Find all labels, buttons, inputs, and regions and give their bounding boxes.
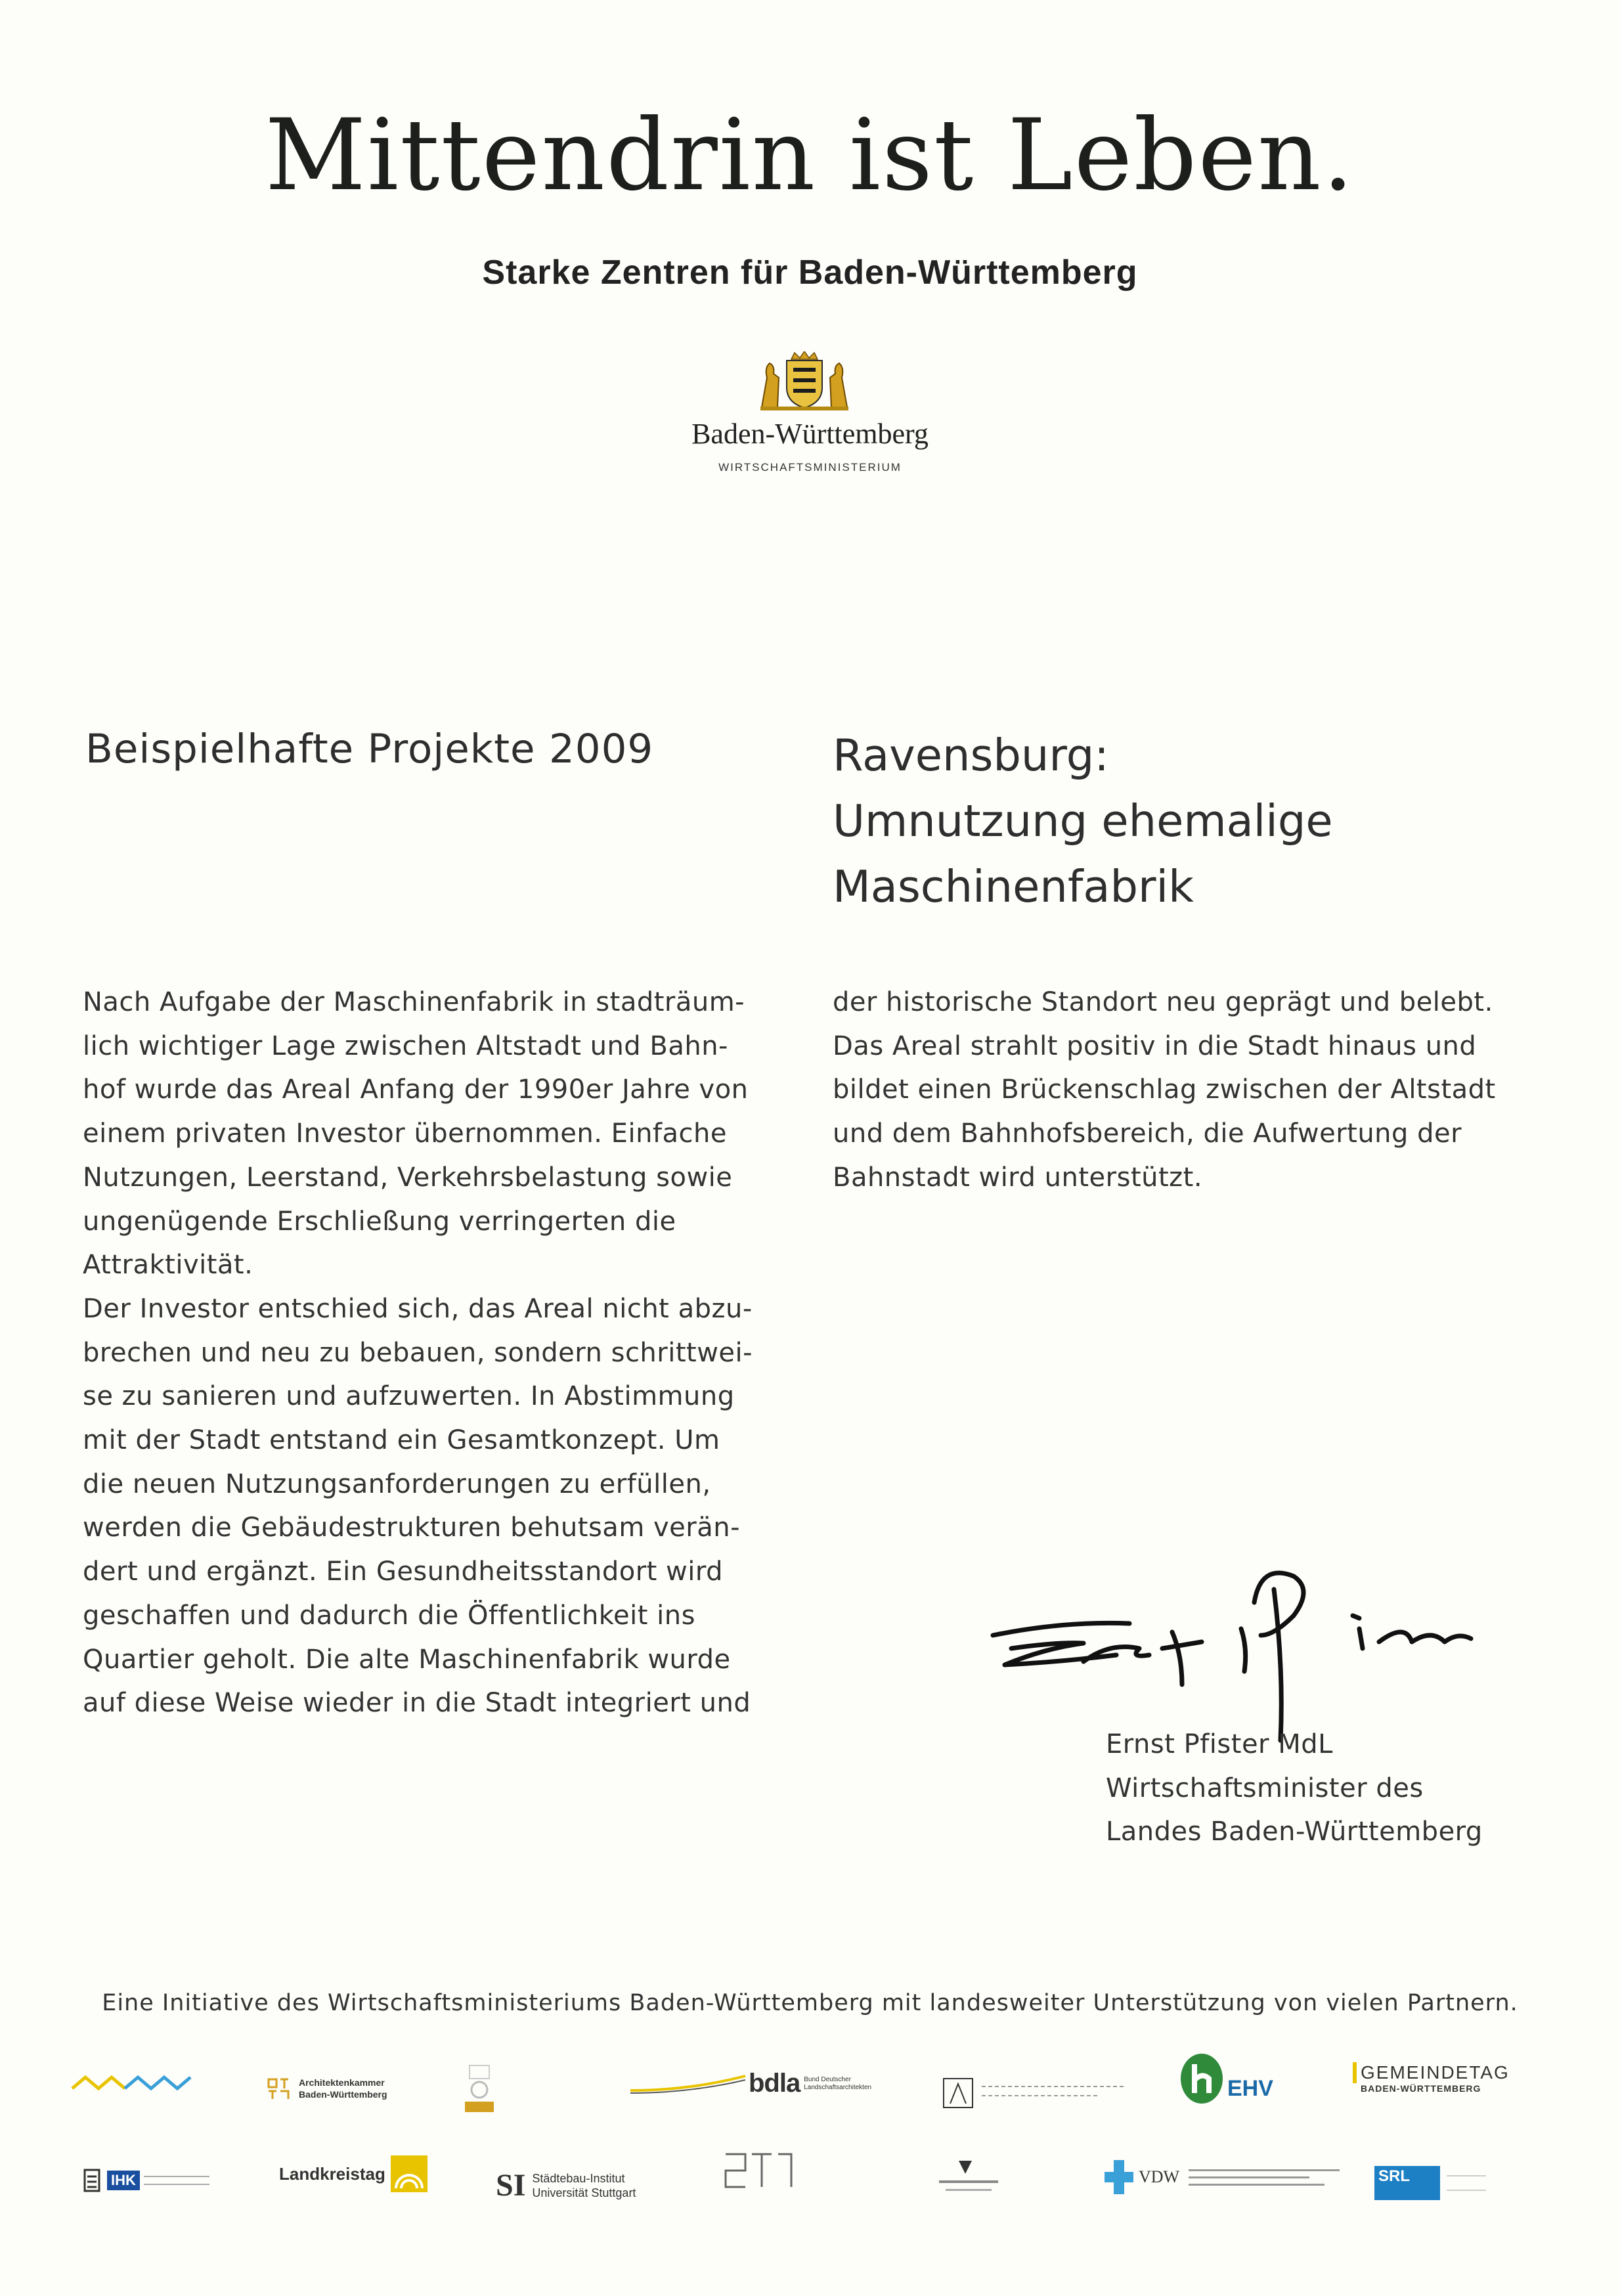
body-text-line: auf diese Weise wieder in die Stadt integriert und	[83, 1688, 751, 1719]
partner-name: SRL	[1374, 2166, 1440, 2200]
partner-subtitle: Bund Deutscher	[804, 2075, 851, 2083]
project-title-line: Maschinenfabrik	[833, 861, 1194, 912]
partner-name: Architektenkammer	[299, 2077, 385, 2088]
body-text-line: Attraktivität.	[83, 1250, 253, 1281]
signer-role: Wirtschaftsminister des	[1106, 1773, 1424, 1803]
project-title	[833, 722, 1489, 919]
project-title-line: Ravensburg:	[833, 730, 1109, 781]
architektenkammer-logo	[266, 2075, 387, 2102]
body-text-line: einem privaten Investor übernommen. Einfache	[83, 1118, 727, 1149]
vdw-logo	[1103, 2157, 1340, 2197]
partner-name: GEMEINDETAG	[1353, 2062, 1510, 2083]
partner-name: SI	[496, 2168, 526, 2203]
project-title-line: Umnutzung ehemalige	[833, 795, 1333, 847]
signer-block	[1106, 1723, 1483, 1854]
architektenkammer-icon	[266, 2075, 292, 2102]
body-text-line: hof wurde das Areal Anfang der 1990er Jahre von	[83, 1074, 749, 1105]
body-text-line: brechen und neu zu bebauen, sondern schrittwei-	[83, 1337, 753, 1368]
ministry-label: WIRTSCHAFTSMINISTERIUM	[718, 461, 902, 474]
partner-name: Landkreistag	[279, 2163, 385, 2184]
partner-name: EHV	[1227, 2075, 1273, 2101]
srl-logo	[1374, 2166, 1486, 2200]
staedtebau-institut-logo	[496, 2167, 636, 2203]
state-name: Baden-Württemberg	[691, 418, 929, 450]
body-text-line: ungenügende Erschließung verringerten die	[83, 1206, 676, 1237]
body-text-line: bildet einen Brückenschlag zwischen der Altstadt	[833, 1074, 1496, 1105]
ihk-logo	[82, 2167, 209, 2194]
body-text-line: dert und ergänzt. Ein Gesundheitsstandort wird	[83, 1556, 724, 1587]
srb-logo-icon	[722, 2151, 795, 2190]
body-text-line: lich wichtiger Lage zwischen Altstadt und Bahn-	[83, 1030, 728, 1061]
body-text-line: Nach Aufgabe der Maschinenfabrik in stadträum-	[83, 987, 745, 1017]
bwht-logo-icon	[460, 2062, 499, 2115]
ehv-h-icon	[1179, 2052, 1225, 2105]
partner-name: Baden-Württemberg	[299, 2089, 387, 2100]
footer-initiative-text: Eine Initiative des Wirtschaftsministeriums Baden-Württemberg mit landesweiter Unterstützung von vielen Partnern.	[102, 1990, 1518, 2016]
bw-small-emblem-icon	[926, 2157, 1011, 2197]
lion-emblem-icon	[82, 2167, 102, 2194]
body-text-left-column	[83, 981, 818, 1725]
body-text-line: und dem Bahnhofsbereich, die Aufwertung der	[833, 1118, 1462, 1149]
body-text-line: Bahnstadt wird unterstützt.	[833, 1162, 1203, 1193]
partner-subtitle: Städtebau-Institut	[532, 2171, 625, 2185]
landkreistag-logo	[279, 2154, 429, 2194]
vdw-cross-icon	[1103, 2157, 1136, 2197]
section-heading: Beispielhafte Projekte 2009	[85, 726, 654, 772]
body-text-line: Nutzungen, Leerstand, Verkehrsbelastung sowie	[83, 1162, 733, 1193]
partner-name: IHK	[107, 2171, 140, 2190]
signer-name: Ernst Pfister MdL	[1106, 1729, 1333, 1759]
body-text-line: Der Investor entschied sich, das Areal nicht abzu-	[83, 1293, 753, 1324]
body-text-line: der historische Standort neu geprägt und belebt.	[833, 987, 1493, 1017]
bdla-swoosh-icon	[630, 2071, 749, 2097]
bdla-logo	[630, 2069, 871, 2098]
body-text-line: geschaffen und dadurch die Öffentlichkeit ins	[83, 1600, 695, 1631]
body-text-line: mit der Stadt entstand ein Gesamtkonzept. Um	[83, 1425, 720, 1456]
body-text-line: Das Areal strahlt positiv in die Stadt hinaus und	[833, 1030, 1477, 1061]
body-text-line: se zu sanieren und aufzuwerten. In Abstimmung	[83, 1381, 735, 1412]
body-text-line: Quartier geholt. Die alte Maschinenfabrik wurde	[83, 1644, 731, 1675]
body-text-line: die neuen Nutzungsanforderungen zu erfüllen,	[83, 1468, 711, 1499]
partner-name: VDW	[1139, 2167, 1180, 2186]
ehv-logo	[1179, 2052, 1273, 2105]
gemeindetag-logo	[1353, 2062, 1510, 2094]
partner-name: bdla	[749, 2069, 800, 2098]
wave-logo-icon	[69, 2072, 194, 2098]
page-subtitle: Starke Zentren für Baden-Württemberg	[482, 254, 1138, 292]
handwritten-signature	[985, 1550, 1563, 1747]
coat-of-arms-icon	[755, 351, 854, 410]
dasl-logo-icon	[942, 2072, 1139, 2111]
partner-subtitle: BADEN-WÜRTTEMBERG	[1361, 2083, 1481, 2094]
signer-role: Landes Baden-Württemberg	[1106, 1817, 1483, 1847]
body-text-line: werden die Gebäudestrukturen behutsam verän-	[83, 1512, 741, 1543]
landkreistag-arc-icon	[389, 2154, 429, 2194]
page-title: Mittendrin ist Leben.	[265, 99, 1355, 213]
partner-subtitle: Landschaftsarchitekten	[804, 2083, 872, 2091]
partner-subtitle: Universität Stuttgart	[532, 2186, 636, 2199]
body-text-right-column	[833, 981, 1555, 1200]
